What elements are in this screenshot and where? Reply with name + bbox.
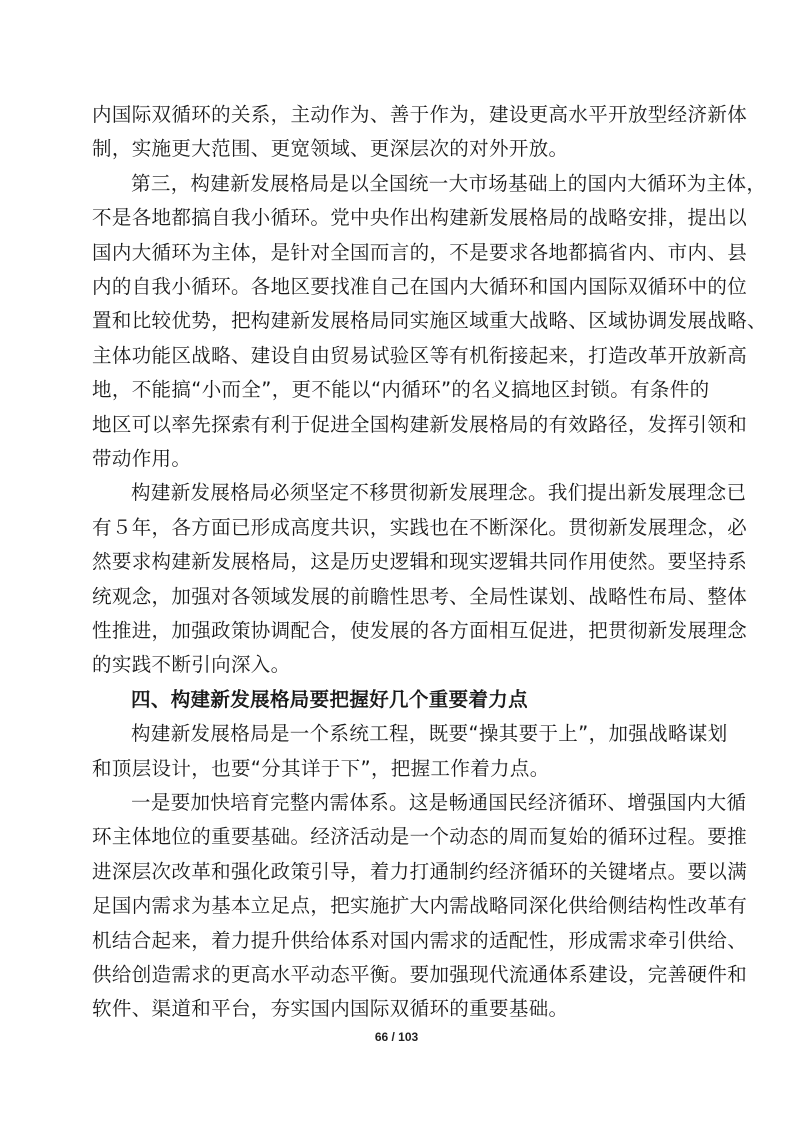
text-line [92,891,748,921]
text-segment: 然要求构建新发展格局，这是历史逻辑和现实逻辑共同作用使然。要坚持系 [92,550,748,574]
text-segment: 党中央作出构建新发展格局的战略安排，提出以 [330,206,748,230]
text-line [131,169,767,199]
text-line [92,272,748,302]
text-line [92,960,748,990]
heading-text: 四、构建新发展格局要把握好几个重要着力点 [131,687,529,711]
text-line [92,926,748,956]
page-number: 66 / 103 [374,1030,419,1044]
text-line [92,547,748,577]
text-segment: 机结合起来，着力提升供给体系对国内需求的适配性，形成需求牵引供给、 [92,928,748,952]
text-segment: 构建新发展格局必须坚定不移贯彻新发展理念。我们提出新发展理念已 [131,481,747,505]
text-segment: 置和比较优势，把构建新发展格局同实施区域重大战略、区域协调发展战略、 [92,309,767,333]
text-segment: 内国际双循环的关系，主动作为、善于作为，建设更高水平开放型经济新体 [92,103,748,126]
text-segment: 统观念，加强对各领域发展的前瞻性思考、全局性谋划、战略性布局、整体 [92,584,748,608]
text-segment: 进深层次改革和强化政策引导，着力打通制约经济循环的关键堵点。要以满 [92,859,748,883]
text-line [92,203,748,233]
text-line [92,306,767,336]
text-segment: 主体功能区战略、建设自由贸易试验区等有机衔接起来，打造改革开放新高 [92,343,748,367]
text-segment: 构建新发展格局是一个系统工程，既要“操其要于上”，加强战略谋划 [131,722,728,746]
text-line [131,478,747,508]
text-segment: 这是畅通国民经济循环、增强国内大循 [408,791,747,814]
text-line [131,719,743,749]
text-line [92,100,748,130]
text-segment: 供给创造需求的更高水平动态平衡。要加强现代流通体系建设，完善硬件和 [92,963,748,986]
text-segment: 内的自我小循环。各地区要找准自己在国内大循环和国内国际双循环中的位 [92,275,748,298]
text-line [92,513,748,543]
text-segment-emphasis: 不是各地都搞自我小循环。 [92,206,331,230]
text-segment: 第三，构建新发展格局是以全国统一大市场基础上的国内大循环为主体， [131,171,767,195]
text-line [131,788,747,818]
text-line [92,616,748,646]
text-segment: 性推进，加强政策协调配合，使发展的各方面相互促进，把贯彻新发展理念 [92,619,748,642]
text-line [92,134,704,164]
text-segment: 国内大循环为主体，是针对全国而言的，不是要求各地都搞省内、市内、县 [92,240,748,264]
text-line [92,994,704,1024]
text-segment: 地，不能搞“小而全”，更不能以“内循环”的名义搞地区封锁。有条件的 [92,378,710,402]
text-segment: 软件、渠道和平台，夯实国内国际双循环的重要基础。 [92,997,569,1021]
text-line [92,754,704,784]
text-line [92,238,748,268]
text-segment: 足国内需求为基本立足点，把实施扩大内需战略同深化供给侧结构性改革有 [92,894,748,918]
text-line [92,582,748,612]
text-line [92,650,704,680]
text-segment: 和顶层设计，也要“分其详于下”，把握工作着力点。 [92,756,550,780]
text-line [92,375,710,405]
text-line [92,410,748,440]
text-segment: 地区可以率先探索有利于促进全国构建新发展格局的有效路径，发挥引领和 [92,412,748,436]
text-segment: 带动作用。 [92,447,192,470]
text-line [92,857,748,887]
text-segment: 制，实施更大范围、更宽领域、更深层次的对外开放。 [92,137,569,161]
text-line [92,822,748,852]
text-line [92,341,748,371]
text-segment: 环主体地位的重要基础。经济活动是一个动态的周而复始的循环过程。要推 [92,825,748,849]
text-line [92,444,704,474]
section-heading [131,685,743,715]
text-segment-emphasis: 一是要加快培育完整内需体系。 [131,791,409,814]
text-segment: 的实践不断引向深入。 [92,653,291,677]
text-segment: 有５年，各方面已形成高度共识，实践也在不断深化。贯彻新发展理念，必 [92,515,748,539]
